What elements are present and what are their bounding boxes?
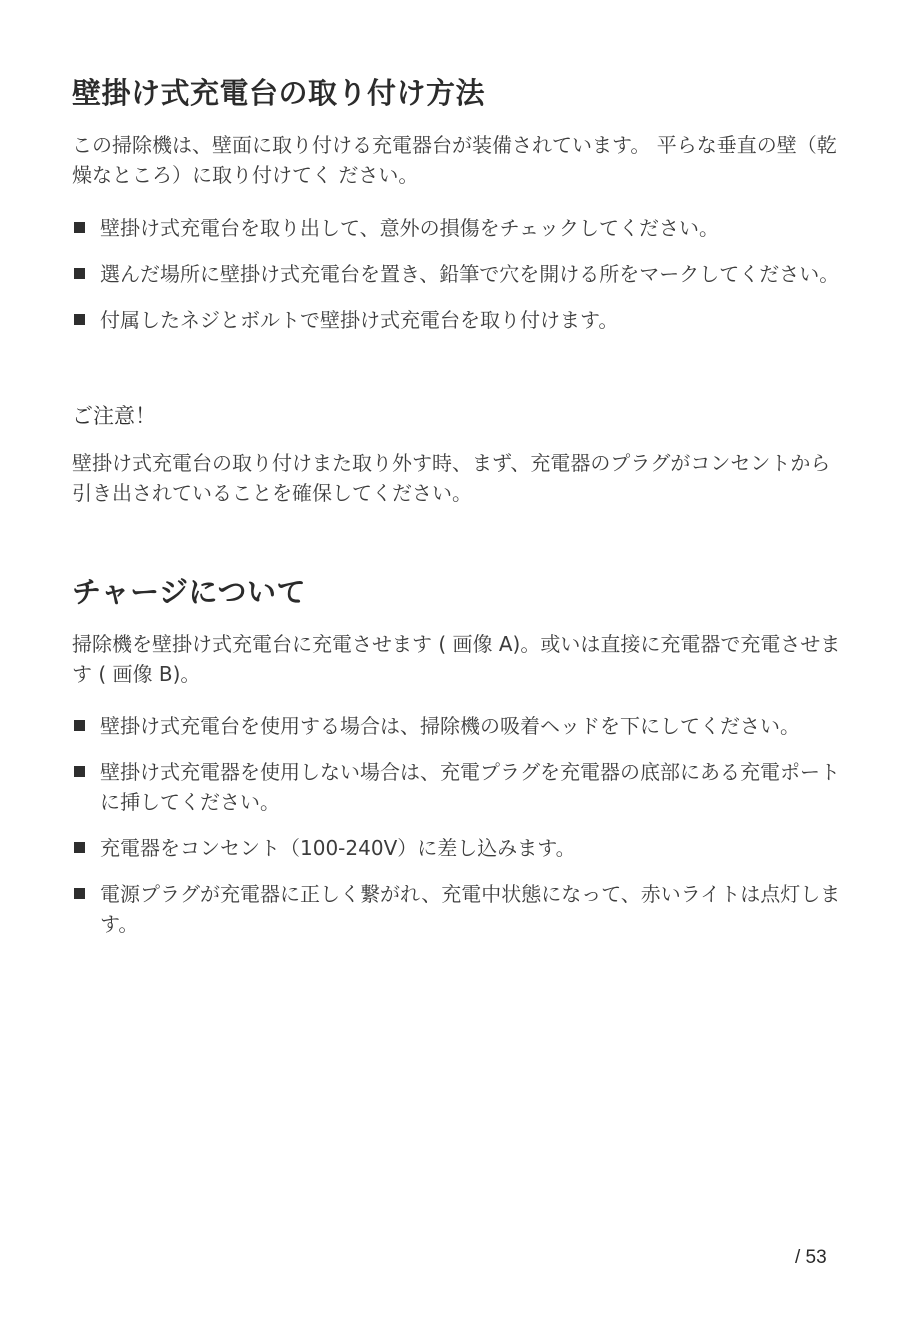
- step-text: 付属したネジとボルトで壁掛け式充電台を取り付けます。: [100, 308, 619, 332]
- bullet-square-icon: [74, 222, 85, 233]
- section-title-wall-mount: 壁掛け式充電台の取り付け方法: [72, 76, 486, 110]
- list-item: [72, 757, 842, 817]
- list-item: [72, 305, 842, 335]
- list-item: [72, 711, 842, 741]
- step-text: 壁掛け式充電台を取り出して、意外の損傷をチェックしてください。: [100, 216, 719, 240]
- notice-title: ご注意！: [72, 404, 156, 428]
- bullet-square-icon: [74, 888, 85, 899]
- section-title-charging: チャージについて: [72, 575, 306, 609]
- page-number: / 53: [795, 1247, 827, 1268]
- section-intro-wall-mount: この掃除機は、壁面に取り付ける充電器台が装備されています。 平らな垂直の壁（乾燥なところ）に取り付けてく ださい。: [72, 133, 837, 187]
- step-text: 壁掛け式充電台を使用する場合は、掃除機の吸着ヘッドを下にしてください。: [100, 714, 800, 738]
- bullet-square-icon: [74, 268, 85, 279]
- notice-text: 壁掛け式充電台の取り付けまた取り外す時、まず、充電器のプラグがコンセントから引き出されていることを確保してください。: [72, 451, 831, 505]
- bullet-square-icon: [74, 720, 85, 731]
- list-item: [72, 879, 842, 939]
- bullet-square-icon: [74, 842, 85, 853]
- steps-list-charging: [72, 711, 842, 939]
- bullet-square-icon: [74, 314, 85, 325]
- step-text: 選んだ場所に壁掛け式充電台を置き、鉛筆で穴を開ける所をマークしてください。: [100, 262, 840, 286]
- step-text: 充電器をコンセント（100-240V）に差し込みます。: [100, 836, 576, 860]
- list-item: [72, 833, 842, 863]
- list-item: [72, 259, 842, 289]
- step-text: 壁掛け式充電器を使用しない場合は、充電プラグを充電器の底部にある充電ポートに挿してください。: [100, 760, 840, 814]
- bullet-square-icon: [74, 766, 85, 777]
- steps-list-wall-mount: [72, 213, 842, 335]
- list-item: [72, 213, 842, 243]
- step-text: 電源プラグが充電器に正しく繋がれ、充電中状態になって、赤いライトは点灯します。: [100, 882, 841, 936]
- section-intro-charging: 掃除機を壁掛け式充電台に充電させます ( 画像 A)。或いは直接に充電器で充電させます ( 画像 B)。: [72, 632, 841, 686]
